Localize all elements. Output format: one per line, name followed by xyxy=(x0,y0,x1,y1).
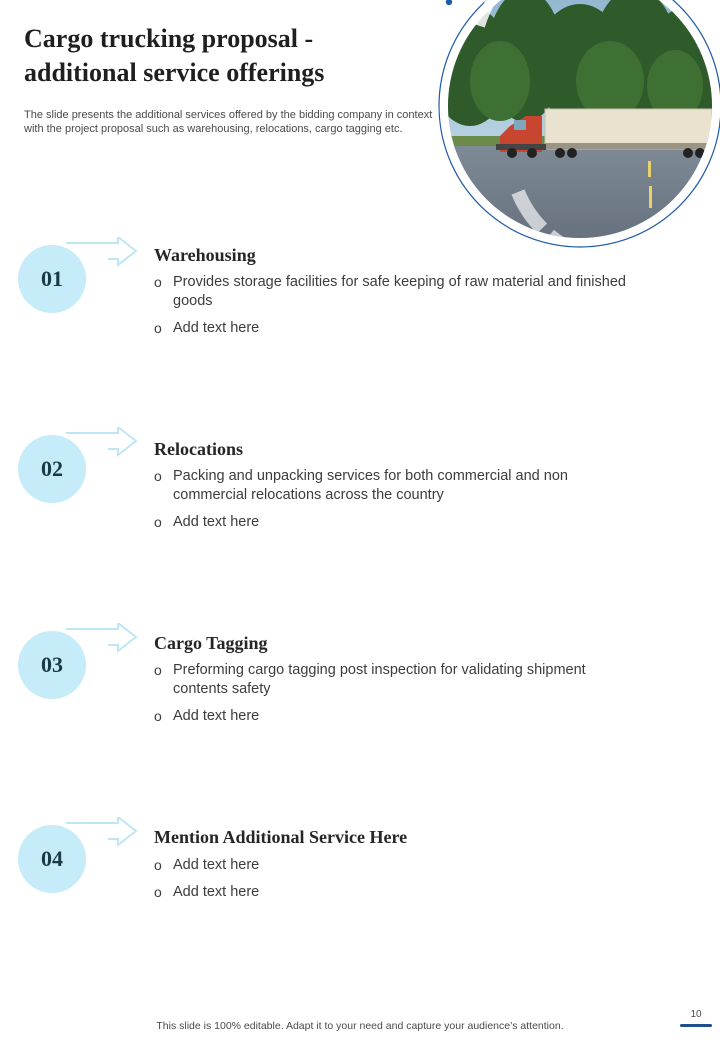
service-title: Relocations xyxy=(154,439,243,459)
bullet-marker: o xyxy=(154,884,162,900)
bullet-text: Provides storage facilities for safe keeping of raw material and finished goods xyxy=(173,274,626,309)
bullet-marker: o xyxy=(154,468,162,484)
page-subtitle: The slide presents the additional services offered by the bidding company in context with the project proposal such as warehousing, relocations, cargo tagging etc. xyxy=(24,109,433,135)
bullet-item xyxy=(154,513,634,532)
service-item-cargo-tagging xyxy=(0,631,720,781)
service-title: Mention Additional Service Here xyxy=(154,827,408,847)
service-item-additional xyxy=(0,825,720,975)
bullet-text: Add text here xyxy=(173,708,260,724)
bullet-text: Add text here xyxy=(173,884,260,900)
bullet-text: Packing and unpacking services for both commercial and non commercial relocations across the country xyxy=(173,468,568,503)
service-bullet-list xyxy=(154,856,634,910)
service-bullet-list xyxy=(154,273,634,346)
service-item-warehousing xyxy=(0,245,720,395)
service-number-badge: 02 xyxy=(18,435,86,503)
bullet-item xyxy=(154,319,634,338)
bullet-item xyxy=(154,883,634,902)
bullet-item xyxy=(154,661,634,699)
bullet-marker: o xyxy=(154,514,162,530)
bullet-marker: o xyxy=(154,857,162,873)
footer-note: This slide is 100% editable. Adapt it to your need and capture your audience’s attention. xyxy=(156,1020,564,1032)
truck-photo xyxy=(430,0,720,266)
bullet-item xyxy=(154,273,634,311)
bullet-marker: o xyxy=(154,708,162,724)
service-number-badge: 04 xyxy=(18,825,86,893)
bullet-text: Add text here xyxy=(173,320,260,336)
service-number-badge: 01 xyxy=(18,245,86,313)
bullet-item xyxy=(154,467,634,505)
bullet-marker: o xyxy=(154,662,162,678)
service-title: Cargo Tagging xyxy=(154,633,268,653)
bullet-text: Add text here xyxy=(173,857,260,873)
service-bullet-list xyxy=(154,467,634,540)
bullet-marker: o xyxy=(154,320,162,336)
service-number-badge: 03 xyxy=(18,631,86,699)
service-title: Warehousing xyxy=(154,245,256,265)
page-number-underline xyxy=(680,1024,712,1027)
bullet-item xyxy=(154,856,634,875)
bullet-text: Preforming cargo tagging post inspection for validating shipment contents safety xyxy=(173,662,586,697)
page-number: 10 xyxy=(690,1009,702,1020)
bullet-text: Add text here xyxy=(173,514,260,530)
service-item-relocations xyxy=(0,435,720,585)
truck-photo-graphic xyxy=(430,0,720,266)
bullet-marker: o xyxy=(154,274,162,290)
bullet-item xyxy=(154,707,634,726)
service-bullet-list xyxy=(154,661,634,734)
page-title: Cargo trucking proposal - additional service offerings xyxy=(24,24,325,87)
